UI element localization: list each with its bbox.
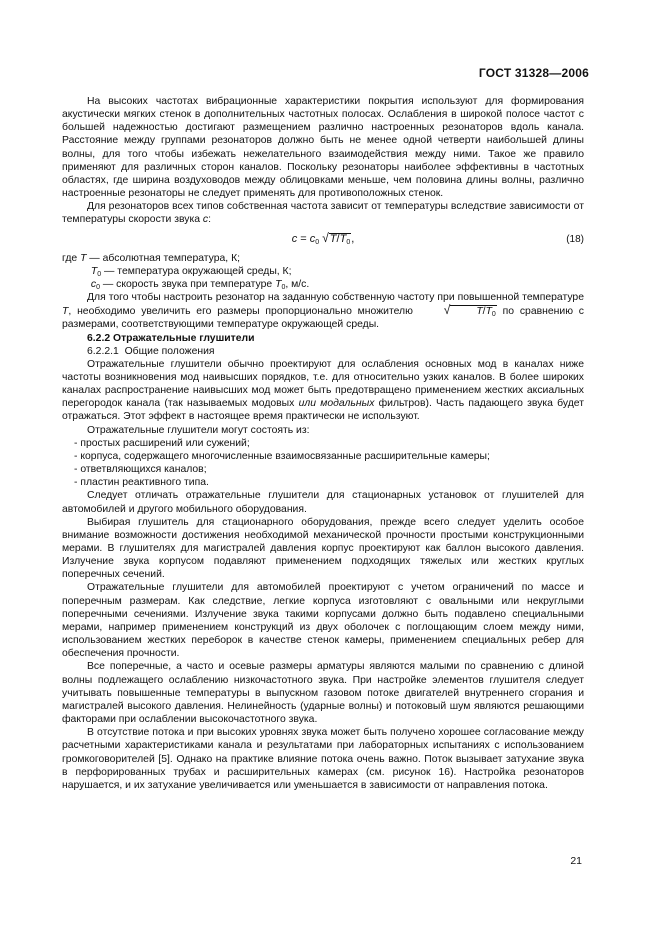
list-item: - корпуса, содержащего многочисленные взаимосвязанные расширительные камеры; [74, 450, 490, 462]
formula-expression: $c = c_0$ $√T/T_0$, [291, 230, 355, 246]
paragraph-resonator-tuning: Для того чтобы настроить резонатор на заданную собственную частоту при повышенной температуре T, необходимо увеличить его размеры пропорционально множителю √ $T/T_0$ по сравнению с размерами, соответствующими температуре окружающей среды. [62, 292, 585, 331]
body-text [62, 95, 584, 792]
paragraph-stationary-equipment: Выбирая глушитель для стационарного оборудования, прежде всего следует уделить особое внимание возможности достижения необходимой механической прочности простыми конструкционными мерами. В глушителях для магистралей давления корпус проектируют как баллон высокого давления. Излучение звука корпусом подавляют применением подходящих тяжелых или жестких круглых поперечных сечений. [62, 516, 584, 581]
formula-18 [62, 229, 584, 249]
paragraph-stationary-vs-mobile: Следует отличать отражательные глушители для стационарных установок от глушителей для автомобилей и другого мобильного оборудования. [62, 490, 584, 515]
paragraph-flow-effects: В отсутствие потока и при высоких уровнях звука может быть получено хорошее согласование между расчетными характеристиками канала и результатами при лабораторных испытаниях с использованием громкоговорителей [5]. Однако на практике влияние потока очень важно. Поток вызывает затухание звука в перфорированных трубах и расширительных камерах (см. рисунок 16). Настройка резонаторов нарушается, и их затухание увеличивается или уменьшается в зависимости от направления потока. [62, 727, 584, 791]
radical-sign-icon: √ [443, 302, 451, 318]
definition-T: где T — абсолютная температура, К; [62, 252, 241, 264]
list-item: - пластин реактивного типа. [74, 477, 209, 489]
list-item: - ответвляющихся каналов; [74, 464, 207, 476]
sqrt-radicand: $T/T_0$ [450, 305, 497, 317]
sqrt-radicand: $T/T_0$ [329, 232, 351, 246]
paragraph-automotive-mufflers: Отражательные глушители для автомобилей проектируют с учетом ограничений по массе и поперечным размерам. Как следствие, легкие корпуса изготовляют с овальными или некруглыми поперечными сечениями. Излучение звука такими корпусами должно быть подавлено специальными мерами, например применением конструкций из двух оболочек с поглощающим слоем между ними, использованием жестких переборок в качестве стенок камеры, применением специальных ребер для обеспечения прочности. [62, 582, 584, 660]
list-item: - простых расширений или сужений; [74, 437, 250, 449]
paragraph-temperature-dependence: Для резонаторов всех типов собственная частота зависит от температуры вследствие зависимости от температуры скорости звука c: [62, 201, 584, 226]
paragraph-reflective-mufflers: Отражательные глушители обычно проектируют для ослабления основных мод в каналах ниже частоты возникновения мод наивысших порядков, т.е. для относительно узких каналов. В более широких каналах распространение наивысших мод может быть предотвращено применением жестких аксиальных перегородок канала (так называемых модовых или модальных фильтров). Часть падающего звука будет отражаться. Этот эффект в настоящее время практически не используют. [62, 358, 584, 423]
radical-sign-icon: √ [322, 230, 329, 245]
definition-T0: $T_0$ — температура окружающей среды, К; [90, 265, 292, 278]
page-number: 21 [570, 855, 582, 867]
equation-number: (18) [566, 233, 584, 245]
paragraph-resonator-placement: На высоких частотах вибрационные характеристики покрытия используют для формирования акустически мягких стенок в дополнительных частотных полосах. Ослабления в широкой полосе частот с большей надежностью достигают размещением различно настроенных резонаторов вдоль канала. Расстояние между группами резонаторов должно быть не менее одной четверти наибольшей длины волны, для того чтобы избежать нежелательного взаимодействия между ними. Такое же правило применяют для различных сторон каналов. Поскольку резонаторы наиболее эффективны в частотных областях, где ширина воздуховодов между облицовками меньше, чем половина длины волны, различно настроенные резонаторы не следует применять для противоположных стенок. [62, 96, 584, 200]
paragraph-composition: Отражательные глушители могут состоять из: [87, 424, 310, 436]
definition-c0: $c_0$ — скорость звука при температуре $T_0$, м/с. [90, 278, 310, 291]
subsection-heading: 6.2.2.1 Общие положения [87, 345, 215, 357]
standard-header: ГОСТ 31328—2006 [478, 66, 589, 80]
paragraph-dimensions: Все поперечные, а часто и осевые размеры арматуры являются малыми по сравнению с длиной волны подлежащего ослаблению низкочастотного звука. При настройке элементов глушителя следует учитывать повышенные температуры в выпускном газовом потоке двигателей внутреннего сгорания и магистралей высокого давления. Нелинейность (ударные волны) и потоковый шум являются решающими факторами при ослаблении высокочастотного звука. [62, 661, 584, 726]
section-heading: 6.2.2 Отражательные глушители [87, 332, 255, 344]
